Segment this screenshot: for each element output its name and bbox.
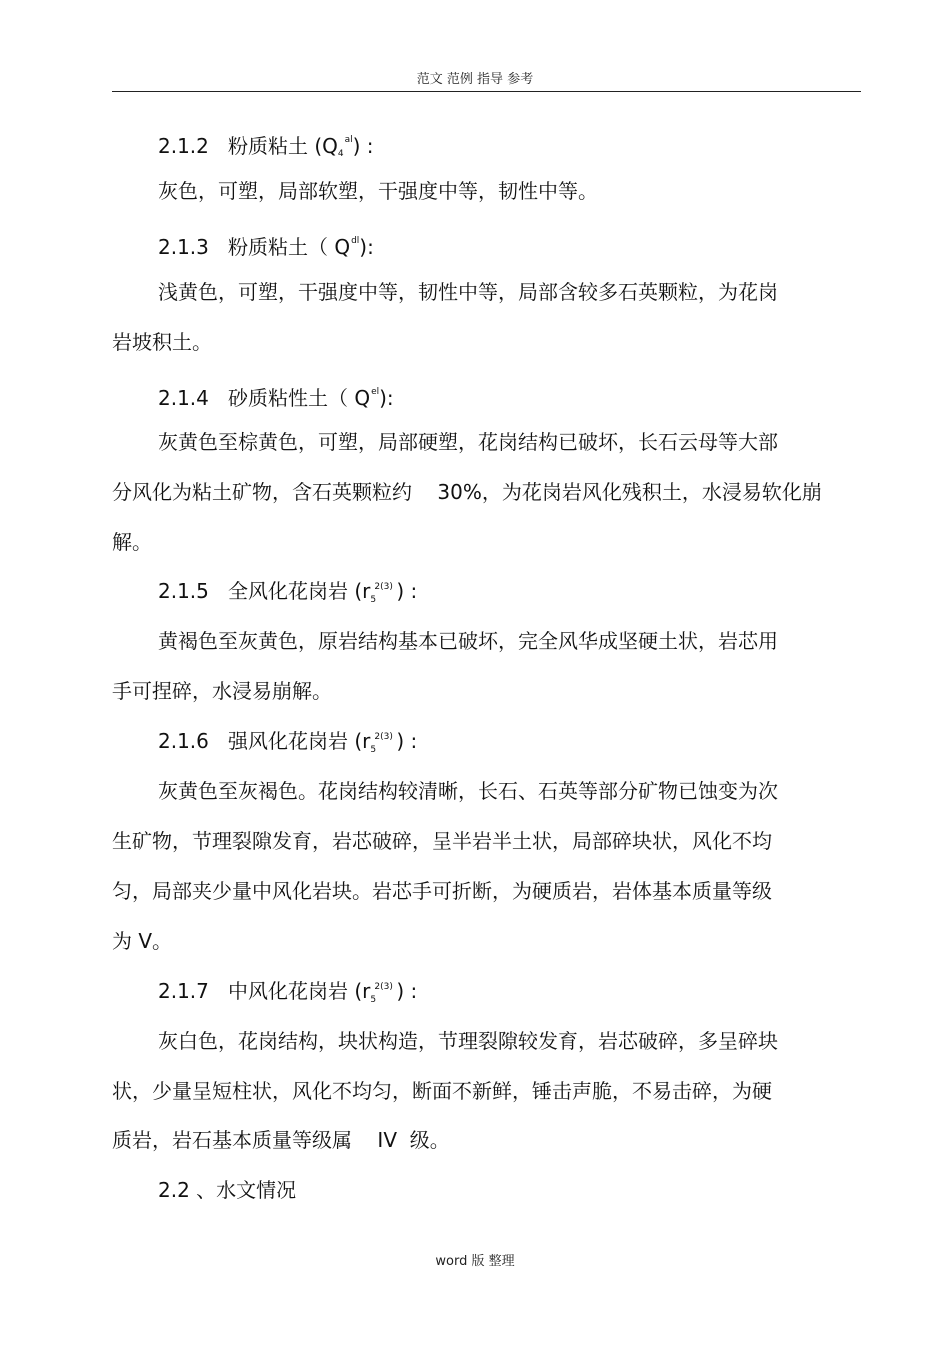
section-2-1-7-heading bbox=[158, 979, 417, 1003]
paragraph-2-1-5-line-2: 手可捏碎，水浸易崩解。 bbox=[112, 679, 332, 703]
section-title: 砂质粘性土（ Q bbox=[227, 386, 371, 410]
section-tail: ): bbox=[379, 386, 394, 410]
section-subscript: 5 bbox=[370, 744, 377, 755]
page-footer: word 版 整理 bbox=[435, 1254, 515, 1269]
section-superscript: dl bbox=[351, 236, 360, 246]
paragraph-2-1-5-line-1: 黄褐色至灰黄色，原岩结构基本已破坏，完全风华成坚硬土状，岩芯用 bbox=[158, 629, 778, 653]
paragraph-2-1-3-line-2: 岩坡积土。 bbox=[112, 330, 212, 354]
section-tail: ) : bbox=[396, 979, 418, 1003]
paragraph-2-1-6-line-1: 灰黄色至灰褐色。花岗结构较清晰，长石、石英等部分矿物已蚀变为次 bbox=[158, 779, 778, 803]
section-title: 全风化花岗岩 (r bbox=[227, 579, 371, 603]
paragraph-2-1-6-line-4: 为 V。 bbox=[112, 929, 173, 953]
paragraph-2-1-4-line-2: 分风化为粘土矿物，含石英颗粒约 30%，为花岗岩风化残积土，水浸易软化崩 bbox=[112, 480, 822, 504]
section-number: 2.1.3 bbox=[158, 235, 209, 259]
section-subscript: 4 bbox=[337, 149, 344, 159]
paragraph-2-1-6-line-2: 生矿物，节理裂隙发育，岩芯破碎，呈半岩半土状，局部碎块状，风化不均 bbox=[112, 829, 772, 853]
section-superscript: al bbox=[344, 135, 353, 145]
paragraph-2-1-3-line-1: 浅黄色，可塑，干强度中等，韧性中等，局部含较多石英颗粒，为花岗 bbox=[158, 280, 778, 304]
paragraph-2-1-7-line-2: 状，少量呈短柱状，风化不均匀，断面不新鲜，锤击声脆，不易击碎，为硬 bbox=[112, 1079, 772, 1103]
section-title: 中风化花岗岩 (r bbox=[227, 979, 371, 1003]
section-number: 2.1.2 bbox=[158, 134, 209, 158]
section-subscript: 5 bbox=[370, 994, 377, 1005]
section-2-1-5-heading bbox=[158, 579, 417, 603]
header-rule bbox=[112, 91, 861, 92]
section-tail: ) : bbox=[352, 134, 374, 158]
section-title: 粉质粘土 (Q bbox=[227, 134, 338, 158]
section-subscript: 5 bbox=[370, 594, 377, 605]
section-tail: ) : bbox=[396, 729, 418, 753]
section-number: 2.1.5 bbox=[158, 579, 209, 603]
section-number: 2.1.6 bbox=[158, 729, 209, 753]
paragraph-2-1-7-line-1: 灰白色，花岗结构，块状构造，节理裂隙较发育，岩芯破碎，多呈碎块 bbox=[158, 1029, 778, 1053]
paragraph-2-1-2: 灰色，可塑，局部软塑，干强度中等，韧性中等。 bbox=[158, 179, 598, 203]
section-superscript: 2(3) bbox=[374, 581, 393, 592]
section-superscript: 2(3) bbox=[374, 731, 393, 742]
section-tail: ): bbox=[359, 235, 374, 259]
section-2-1-4-heading bbox=[158, 380, 394, 410]
section-number: 2.1.7 bbox=[158, 979, 209, 1003]
section-title: 粉质粘土（ Q bbox=[227, 235, 351, 259]
paragraph-2-1-7-line-3: 质岩，岩石基本质量等级属 IV 级。 bbox=[112, 1128, 450, 1152]
section-2-1-3-heading bbox=[158, 229, 374, 259]
paragraph-2-1-4-line-1: 灰黄色至棕黄色，可塑，局部硬塑，花岗结构已破坏，长石云母等大部 bbox=[158, 430, 778, 454]
paragraph-2-1-4-line-3: 解。 bbox=[112, 530, 152, 554]
section-superscript: 2(3) bbox=[374, 981, 393, 992]
section-2-1-2-heading bbox=[158, 128, 374, 166]
section-tail: ) : bbox=[396, 579, 418, 603]
section-superscript: el bbox=[371, 387, 380, 397]
paragraph-2-1-6-line-3: 匀，局部夹少量中风化岩块。岩芯手可折断，为硬质岩，岩体基本质量等级 bbox=[112, 879, 772, 903]
section-2-2-heading: 2.2 、水文情况 bbox=[158, 1178, 297, 1202]
section-title: 强风化花岗岩 (r bbox=[227, 729, 371, 753]
section-2-1-6-heading bbox=[158, 729, 417, 753]
page-header: 范文 范例 指导 参考 bbox=[416, 72, 534, 87]
section-number: 2.1.4 bbox=[158, 386, 209, 410]
